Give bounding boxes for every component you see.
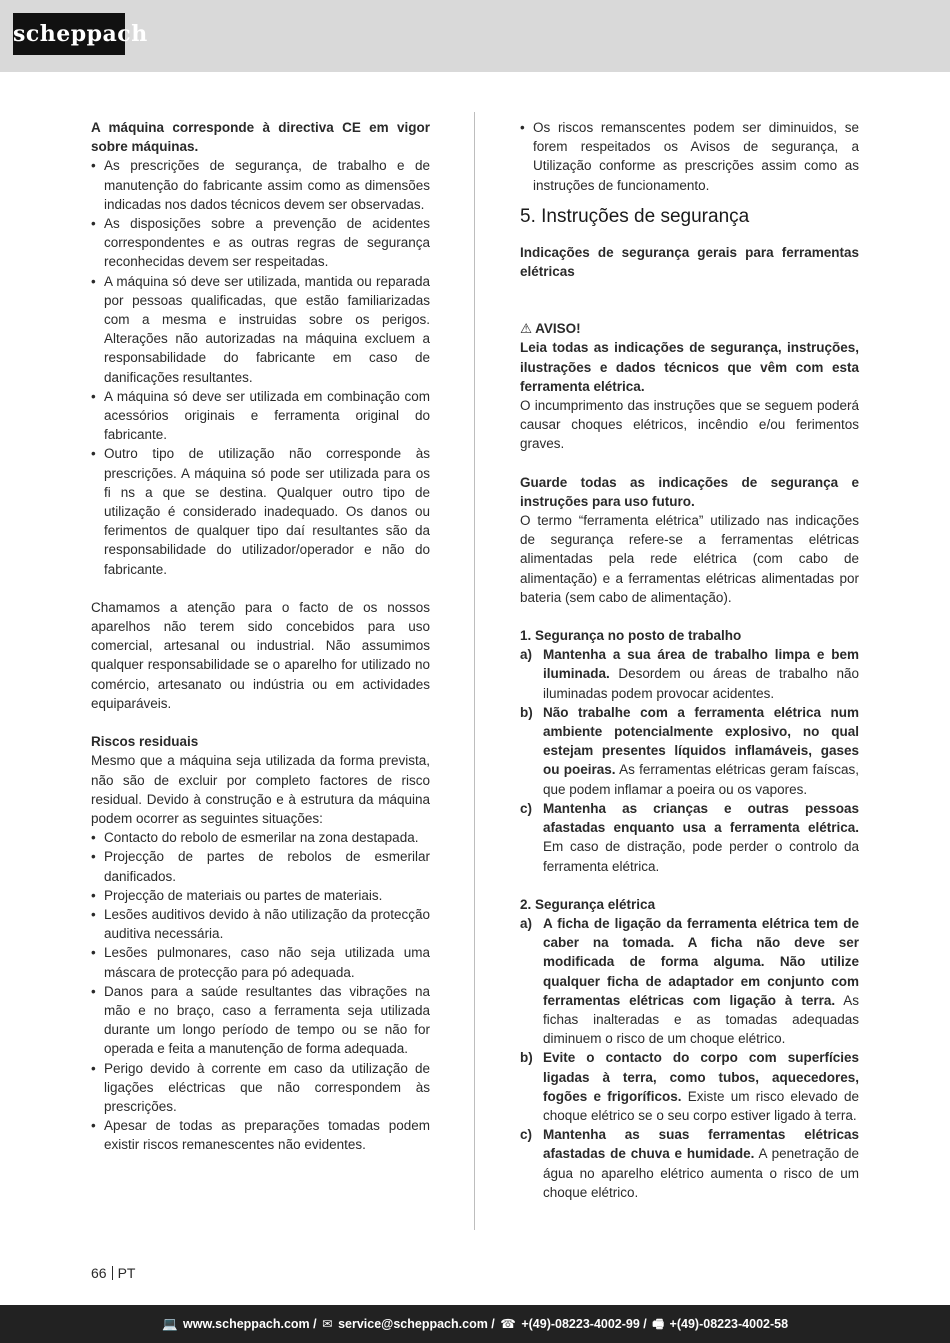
fax-icon: 🖷 [652, 1317, 665, 1331]
general-safety-heading: Indicações de segurança gerais para ferramentas elétricas [520, 244, 859, 280]
intro-heading: A máquina corresponde à directiva CE em vigor sobre máquinas. [91, 120, 430, 155]
contact-footer [0, 1305, 950, 1343]
list-item: • Lesões pulmonares, caso não seja utilizada uma máscara de protecção para pó adequada. [91, 943, 430, 981]
list-item: • Apesar de todas as preparações tomadas podem existir riscos remanescentes não evidentes. [91, 1116, 430, 1154]
phone-number: +(49)-08223-4002-99 / [521, 1317, 647, 1331]
list-item: a) Mantenha a sua área de trabalho limpa e bem iluminada. Desordem ou áreas de trabalho não iluminadas podem provocar acidentes. [520, 647, 859, 701]
warning-text: O incumprimento das instruções que se seguem poderá causar choques elétricos, incêndio e/ou ferimentos graves. [520, 398, 859, 452]
conformity-list [91, 156, 430, 578]
list-item: • Os riscos remanscentes podem ser diminuidos, se forem respeitados os Avisos de segurança, a Utilização conforme as prescrições assim como as instruções de funcionamento. [520, 118, 859, 195]
list-item: • Contacto do rebolo de esmerilar na zona destapada. [91, 828, 430, 847]
warning-bold-text: Leia todas as indicações de segurança, instruções, ilustrações e dados técnicos que vêm com esta ferramenta elétrica. [520, 340, 859, 394]
mail-icon: ✉ [322, 1317, 333, 1331]
website-link[interactable]: www.scheppach.com / [183, 1317, 317, 1331]
list-item: • Outro tipo de utilização não corresponde às prescrições. A máquina só pode ser utilizada para os fi ns a que se destina. Qualquer outro tipo de utilização é considerado inadequado. Os danos ou ferimentos de qualquer tipo daí resultantes são da responsabilidade do utilizador/operador e não do fabricante. [91, 444, 430, 578]
page-number-value: 66 [91, 1265, 107, 1281]
residual-risks-heading: Riscos residuais [91, 734, 199, 750]
list-item: • Perigo devido à corrente em caso da utilização de ligações eléctricas que não correspondem às prescrições. [91, 1059, 430, 1117]
computer-icon: 💻 [161, 1317, 178, 1331]
right-column [520, 118, 859, 1202]
list-item: c) Mantenha as suas ferramentas elétricas afastadas de chuva e humidade. A penetração de água no aparelho elétrico aumenta o risco de um choque elétrico. [520, 1127, 859, 1200]
list-item: • As disposições sobre a prevenção de acidentes correspondentes e as outras regras de segurança reconhecidas devem ser respeitadas. [91, 214, 430, 272]
fax-number: +(49)-08223-4002-58 [669, 1317, 789, 1331]
list-item: • Projecção de materiais ou partes de materiais. [91, 886, 430, 905]
page-number [91, 1265, 135, 1281]
keep-instructions-heading: Guarde todas as indicações de segurança e instruções para uso futuro. [520, 474, 859, 509]
list-item: b) Não trabalhe com a ferramenta elétrica num ambiente potencialmente explosivo, no qual estejam presentes líquidos inflamáveis, gases ou poeiras. As ferramentas elétricas geram faíscas, que podem inflamar a poeira ou os vapores. [520, 704, 859, 797]
page-language: PT [117, 1265, 136, 1281]
residual-risks-list [91, 828, 430, 1154]
attention-paragraph: Chamamos a atenção para o facto de os nossos aparelhos não terem sido concebidos para uso comercial, artesanal ou industrial. Não assumimos qualquer responsabilidade se o aparelho for utilizado no comércio, artesanato ou indústria ou em actividades equiparáveis. [91, 599, 430, 711]
warning-label: AVISO! [535, 321, 581, 337]
residual-risks-intro: Mesmo que a máquina seja utilizada da forma prevista, não são de excluir por completo factores de risco residual. Devido à construção e à estrutura da máquina podem ocorrer as seguintes situações: [91, 753, 430, 826]
warning-icon: ⚠ [520, 321, 533, 337]
residual-reduction-list [520, 118, 859, 195]
email-link[interactable]: service@scheppach.com / [338, 1317, 495, 1331]
list-item: a) A ficha de ligação da ferramenta elétrica tem de caber na tomada. A ficha não deve ser modificada de forma alguma. Não utilize qualquer ficha de adaptador em conjunto com ferramentas elétricas com ligação à terra. As fichas inalteradas e as tomadas adequadas diminuem o risco de um choque elétrico. [520, 915, 859, 1047]
column-divider [474, 112, 475, 1230]
electrical-safety-heading: 2. Segurança elétrica [520, 896, 656, 912]
scheppach-logo: scheppach [13, 13, 125, 55]
list-item: • Lesões auditivos devido à não utilização da protecção auditiva necessária. [91, 905, 430, 943]
phone-icon: ☎ [500, 1317, 516, 1331]
list-item: c) Mantenha as crianças e outras pessoas afastadas enquanto usa a ferramenta elétrica. Em caso de distração, pode perder o controlo da ferramenta elétrica. [520, 800, 859, 874]
left-column [91, 118, 430, 1155]
list-item: • A máquina só deve ser utilizada, mantida ou reparada por pessoas qualificadas, que estão familiarizadas com a mesma e instruidas sobre os perigos. Alterações não autorizadas na máquina excluem a responsabilidade do fabricante em caso de danificações resultantes. [91, 272, 430, 387]
page-header [0, 0, 950, 72]
list-item: • Projecção de partes de rebolos de esmerilar danificados. [91, 847, 430, 885]
section-title: 5. Instruções de segurança [520, 205, 750, 227]
list-item: • As prescrições de segurança, de trabalho e de manutenção do fabricante assim como as dimensões indicadas nos dados técnicos devem ser observadas. [91, 156, 430, 214]
list-item: • A máquina só deve ser utilizada em combinação com acessórios originais e ferramenta original do fabricante. [91, 387, 430, 445]
workplace-safety-heading: 1. Segurança no posto de trabalho [520, 628, 742, 644]
keep-instructions-text: O termo “ferramenta elétrica” utilizado nas indicações de segurança refere-se a ferramentas elétricas alimentadas pela rede elétrica (com cabo de alimentação) e a ferramentas elétricas alimentadas por bateria (sem cabo de alimentação). [520, 513, 859, 605]
electrical-safety-list [520, 914, 859, 1202]
list-item: • Danos para a saúde resultantes das vibrações na mão e no braço, caso a ferramenta seja utilizada durante um longo período de tempo ou se não for operada e feita a manutenção de forma adequada. [91, 982, 430, 1059]
workplace-safety-list [520, 645, 859, 875]
warning-heading [520, 319, 859, 338]
list-item: b) Evite o contacto do corpo com superfícies ligadas à terra, como tubos, aquecedores, fogões e frigoríficos. Existe um risco elevado de choque elétrico se o seu corpo estiver ligado à terra. [520, 1050, 859, 1123]
